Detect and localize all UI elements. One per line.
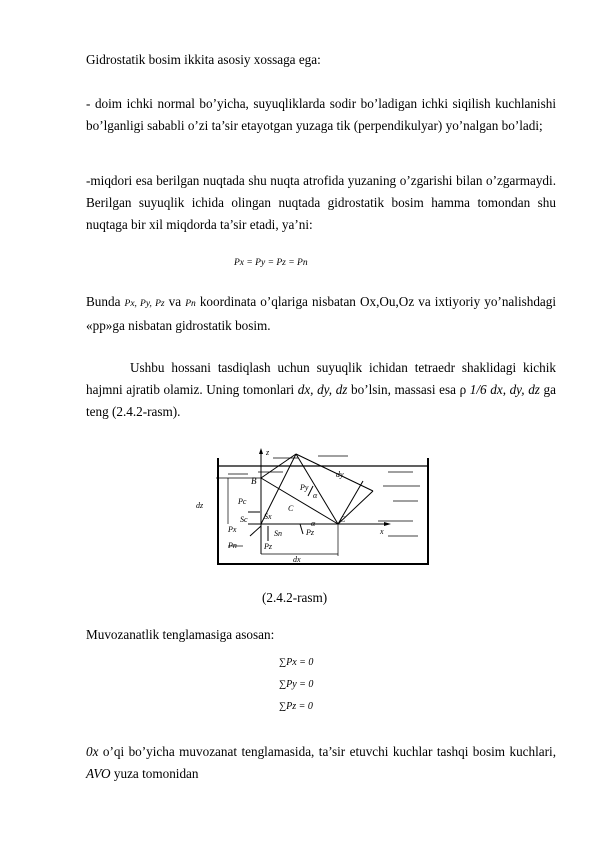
label-c2: C	[340, 515, 346, 524]
label-sx: Sx	[264, 512, 272, 521]
label-pn: Pn	[228, 541, 237, 550]
label-dx: dx	[293, 555, 301, 564]
label-sc: Sc	[240, 515, 248, 524]
label-py: Py	[300, 483, 309, 492]
label-pz: Pz	[264, 542, 272, 551]
label-alpha: α	[313, 491, 318, 500]
proof-dims: dx, dy, dz	[297, 382, 348, 397]
proof-text-2: bo’lsin, massasi esa ρ	[347, 382, 470, 397]
muvozanat-paragraph: Muvozanatlik tenglamasiga asosan:	[86, 627, 275, 642]
label-px: Px	[228, 525, 237, 534]
bunda-word: Bunda	[86, 294, 121, 309]
proof-mass: 1/6 dx, dy, dz	[469, 382, 540, 397]
figure-caption: (2.4.2-rasm)	[262, 590, 328, 605]
sum-equation-y: ∑Py = 0	[279, 679, 314, 690]
label-b: B	[251, 476, 257, 486]
label-x: x	[380, 527, 384, 536]
label-pz2: Pz	[306, 528, 314, 537]
intro-paragraph: Gidrostatik bosim ikkita asosiy xossaga ega:	[86, 52, 321, 67]
bunda-va: va	[168, 294, 182, 309]
label-sn: Sn	[274, 529, 282, 538]
bunda-symbol-n: Pn	[185, 299, 196, 309]
label-alpha2: α	[311, 519, 316, 528]
bunda-symbols: Px, Py, Pz	[124, 299, 165, 309]
sum-equation-x: ∑Px = 0	[279, 657, 314, 668]
label-dy: dy	[336, 470, 344, 479]
label-pc: Pc	[238, 497, 247, 506]
tetrahedron-figure	[188, 446, 433, 576]
bunda-paragraph	[86, 291, 556, 337]
last-text-2: yuza tomonidan	[110, 766, 199, 781]
equation-text: Px = Py = Pz = Pn	[234, 258, 308, 268]
proof-paragraph	[86, 357, 556, 423]
property-two-paragraph: -miqdori esa berilgan nuqtada shu nuqta atrofida yuzaning o’zgarishi bilan o’zgarmaydi. Berilgan suyuqlik ichida olingan nuqtada gidrostatik bosim hamma tomondan shu nuqtaga bir xil miqdorda ta’sir etadi, ya’ni:	[86, 173, 556, 232]
proof-text-3: ga teng (2.4.2-rasm).	[86, 382, 556, 419]
proof-text-1: Ushbu hossani tasdiqlash uchun suyuqlik ichidan tetraedr shaklidagi kichik hajmni ajratib olamiz. Uning tomonlari	[86, 360, 556, 397]
equality-equation	[234, 258, 308, 268]
label-c: C	[288, 504, 294, 513]
last-paragraph	[86, 741, 556, 785]
label-z: z	[266, 448, 270, 457]
bunda-rest: koordinata o’qlariga nisbatan Ox,Ou,Oz va ixtiyoriy yo’nalishdagi «pp»ga nisbatan gidrostatik bosim.	[86, 294, 557, 333]
property-one-paragraph: - doim ichki normal bo’yicha, suyuqliklarda sodir bo’ladigan ichki siqilish kuchlanishi bo’lganligi sababli o’zi ta’sir etayotgan yuzaga tik (perpendikulyar) yo’nalgan bo’ladi;	[86, 96, 556, 133]
ox-axis-label: 0x	[86, 744, 99, 759]
sum-equation-z: ∑Pz = 0	[279, 701, 313, 712]
last-text-1: o’qi bo’yicha muvozanat tenglamasida, ta’sir etuvchi kuchlar tashqi bosim kuchlari,	[98, 744, 556, 759]
avo-label: AVO	[86, 766, 111, 781]
label-dz: dz	[196, 501, 204, 510]
